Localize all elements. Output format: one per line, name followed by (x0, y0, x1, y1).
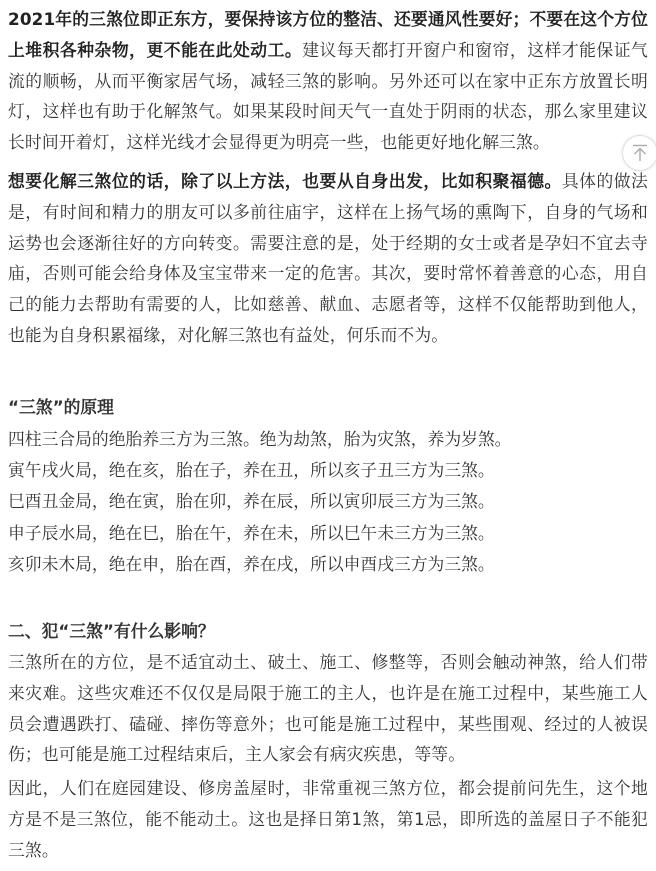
principle-line: 申子辰水局，绝在巳，胎在午，养在未，所以巳午未三方为三煞。 (8, 523, 495, 543)
principle-line: 巳酉丑金局，绝在寅，胎在卯，养在辰，所以寅卯辰三方为三煞。 (8, 491, 495, 511)
paragraph-body: 建议每天都打开窗户和窗帘，这样才能保证气流的顺畅，从而平衡家居气场，减轻三煞的影响。另外还可以在家中正东方放置长明灯，这样也有助于化解煞气。如果某段时间天气一直处于阴雨的状态，那么家里建议长时间开着灯，这样光线才会显得更为明亮一些，也能更好地化解三煞。 (8, 39, 648, 153)
principle-line: 亥卯未木局，绝在申，胎在酉，养在戌，所以申酉戌三方为三煞。 (8, 554, 495, 574)
paragraph-accumulate-virtue (8, 166, 648, 351)
principle-line: 四柱三合局的绝胎养三方为三煞。绝为劫煞，胎为灾煞，养为岁煞。 (8, 429, 512, 449)
back-to-top-button[interactable] (622, 135, 656, 171)
paragraph-sansha-direction (8, 4, 648, 158)
section-heading-principle: “三煞”的原理 (8, 397, 114, 417)
paragraph-lead-bold: 2021年的三煞位即正东方，要保持该方位的整洁、还要通风性要好；不要在这个方位上堆积各种杂物，更不能在此处动工。 (8, 9, 648, 60)
section-heading-impact: 二、犯“三煞”有什么影响？ (8, 621, 215, 641)
paragraph-body: 具体的做法是，有时间和精力的朋友可以多前往庙宇，这样在上扬气场的熏陶下，自身的气场和运势也会逐渐往好的方向转变。需要注意的是，处于经期的女士或者是孕妇不宜去寺庙，否则可能会给身体及宝宝带来一定的危害。其次，要时常怀着善意的心态，用自己的能力去帮助有需要的人，比如慈善、献血、志愿者等，这样不仅能帮助到他人，也能为自身积累福缘，对化解三煞也有益处，何乐而不为。 (8, 171, 648, 345)
paragraph-impact: 三煞所在的方位，是不适宜动土、破土、施工、修整等，否则会触动神煞，给人们带来灾难。这些灾难还不仅仅是局限于施工的主人，也许是在施工过程中，某些施工人员会遭遇跌打、磕碰、摔伤等意外；也可能是施工过程中，某些围观、经过的人被误伤；也可能是施工过程结束后，主人家会有病灾疾患，等等。 (8, 652, 648, 765)
arrow-up-icon (632, 144, 648, 162)
principle-line: 寅午戌火局，绝在亥，胎在子，养在丑，所以亥子丑三方为三煞。 (8, 460, 495, 480)
paragraph-lead-bold: 想要化解三煞位的话，除了以上方法，也要从自身出发，比如积聚福德。 (8, 171, 562, 191)
paragraph-conclusion: 因此，人们在庭园建设、修房盖屋时，非常重视三煞方位，都会提前问先生，这个地方是不是三煞位，能不能动土。这也是择日第1煞，第1忌，即所选的盖屋日子不能犯三煞。 (8, 778, 648, 860)
